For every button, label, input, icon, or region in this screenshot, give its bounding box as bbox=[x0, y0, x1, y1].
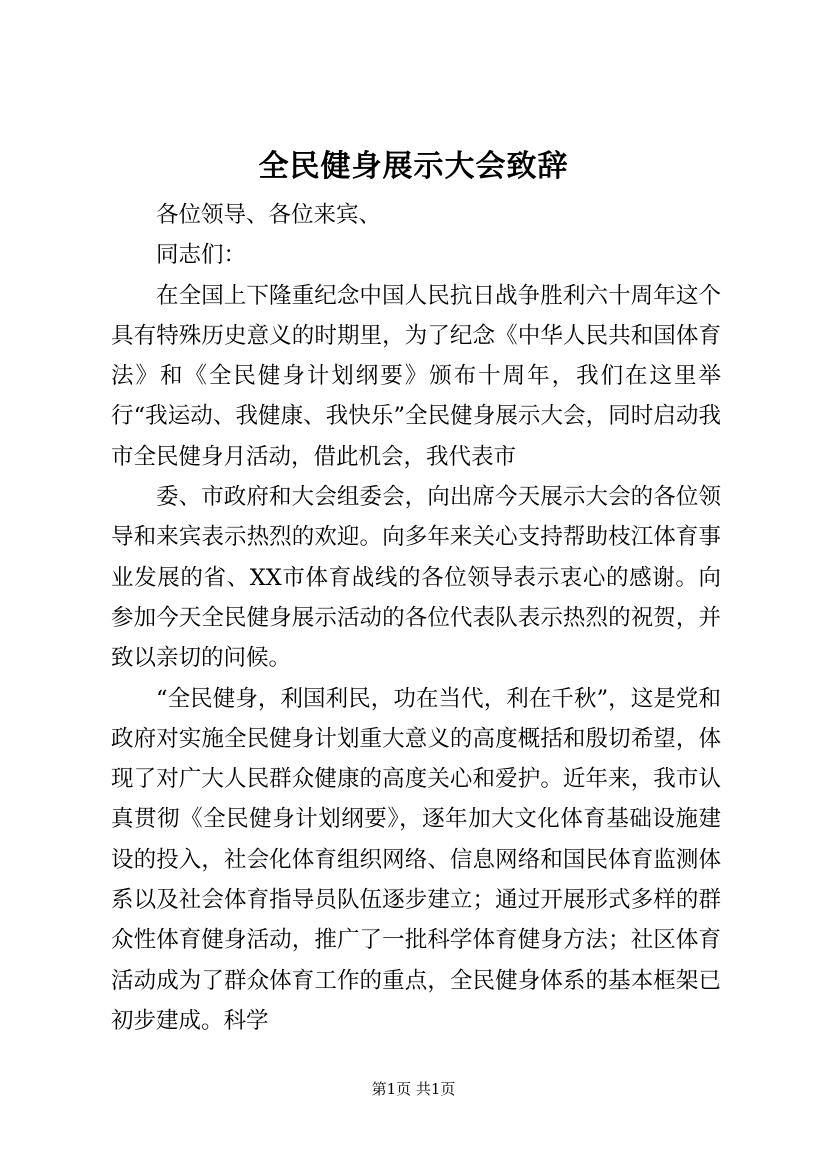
document-title: 全民健身展示大会致辞 bbox=[258, 149, 569, 184]
paragraph-3: “全民健身，利国利民，功在当代，利在千秋”，这是党和政府对实施全民健身计划重大意义的高度概括和殷切希望，体现了对广大人民群众健康的高度关心和爱护。近年来，我市认真贯彻《全民健身计划纲要》，逐年加大文化体育基础设施建设的投入，社会化体育组织网络、信息网络和国民体育监测体系以及社会体育指导员队伍逐步建立；通过开展形式多样的群众性体育健身活动，推广了一批科学体育健身方法；社区体育活动成为了群众体育工作的重点，全民健身体系的基本框架已初步建成。科学 bbox=[111, 685, 721, 1034]
page-number-footer: 第1页 共1页 bbox=[371, 1080, 456, 1098]
paragraph-2: 委、市政府和大会组委会，向出席今天展示大会的各位领导和来宾表示热烈的欢迎。向多年来关心支持帮助枝江体育事业发展的省、XX市体育战线的各位领导表示衷心的感谢。向参加今天全民健身展示活动的各位代表队表示热烈的祝贺，并致以亲切的问候。 bbox=[111, 484, 721, 672]
salutation-line-2: 同志们： bbox=[156, 242, 247, 269]
paragraph-1: 在全国上下隆重纪念中国人民抗日战争胜利六十周年这个具有特殊历史意义的时期里，为了纪念《中华人民共和国体育法》和《全民健身计划纲要》颁布十周年，我们在这里举行“我运动、我健康、我快乐”全民健身展示大会，同时启动我市全民健身月活动，借此机会，我代表市 bbox=[111, 282, 721, 470]
salutation-line-1: 各位领导、各位来宾、 bbox=[156, 202, 382, 228]
document-body bbox=[111, 195, 721, 1041]
